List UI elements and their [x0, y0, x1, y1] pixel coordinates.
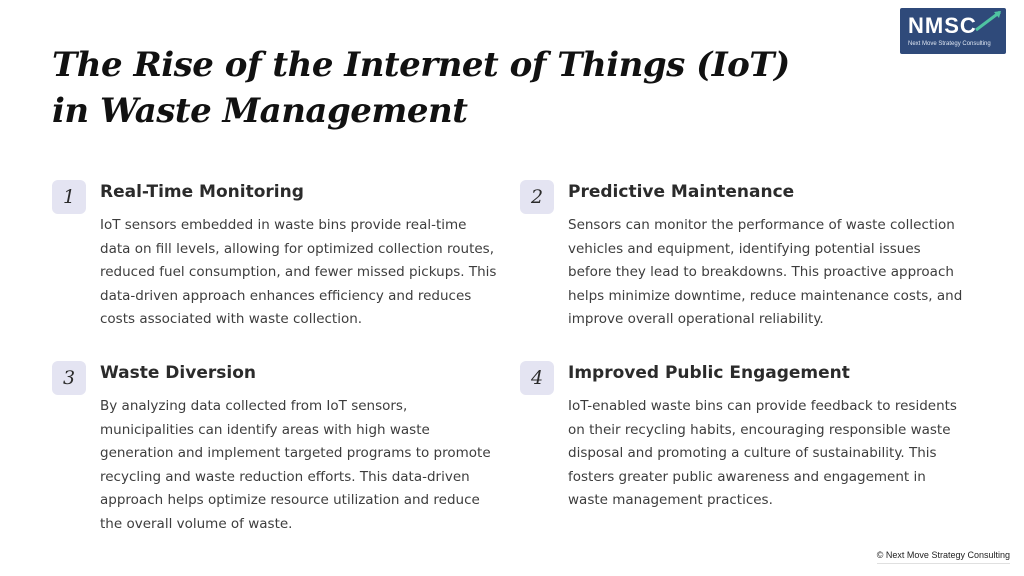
copyright-footer: © Next Move Strategy Consulting	[877, 550, 1010, 564]
card-body: IoT-enabled waste bins can provide feedback to residents on their recycling habits, encouraging responsible waste disposal and promoting a culture of sustainability. This fosters greater public awareness and engagement in waste management practices.	[568, 398, 957, 508]
card-number-badge: 2	[520, 180, 554, 214]
card-body: Sensors can monitor the performance of waste collection vehicles and equipment, identifying potential issues before they lead to breakdowns. This proactive approach helps minimize downtime, reduce maintenance costs, and improve overall operational reliability.	[568, 217, 963, 327]
card-number-badge: 4	[520, 361, 554, 395]
card-body: By analyzing data collected from IoT sensors, municipalities can identify areas with high waste generation and implement targeted programs to promote recycling and waste reduction efforts. This data-driven approach helps optimize resource utilization and reduce the overall volume of waste.	[100, 398, 491, 532]
card-heading: Predictive Maintenance	[568, 182, 795, 202]
logo-swoosh-icon	[974, 10, 1002, 32]
card-heading: Real-Time Monitoring	[100, 182, 304, 202]
card-number-badge: 1	[52, 180, 86, 214]
card-number-badge: 3	[52, 361, 86, 395]
company-logo	[900, 8, 1006, 54]
page-title: The Rise of the Internet of Things (IoT) in Waste Management	[52, 45, 790, 131]
card-heading: Waste Diversion	[100, 363, 256, 383]
card-heading: Improved Public Engagement	[568, 363, 850, 383]
logo-subtext: Next Move Strategy Consulting	[908, 41, 991, 47]
card-body: IoT sensors embedded in waste bins provide real-time data on fill levels, allowing for optimized collection routes, reduced fuel consumption, and fewer missed pickups. This data-driven approach enhances efficiency and reduces costs associated with waste collection.	[100, 217, 497, 327]
logo-text: NMSC	[908, 13, 977, 38]
